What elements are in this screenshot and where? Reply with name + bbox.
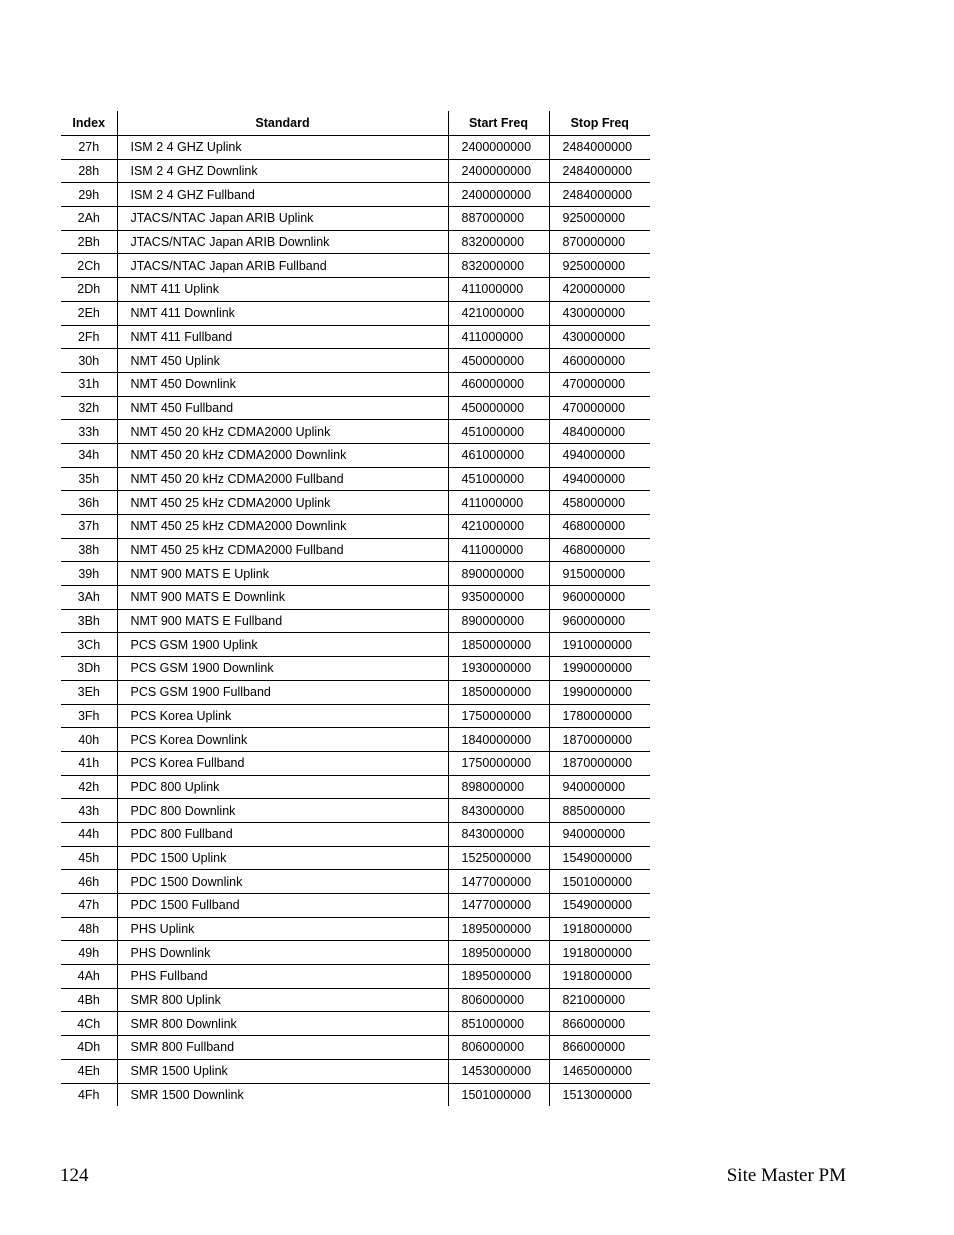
cell-stop-freq: 494000000: [549, 443, 650, 467]
cell-stop-freq: 866000000: [549, 1036, 650, 1060]
table-row: [61, 680, 650, 704]
cell-standard: PDC 1500 Uplink: [117, 846, 448, 870]
table-row: [61, 230, 650, 254]
table-row: [61, 325, 650, 349]
table-row: [61, 941, 650, 965]
cell-start-freq: 1501000000: [448, 1083, 549, 1106]
cell-standard: NMT 900 MATS E Uplink: [117, 562, 448, 586]
cell-standard: PDC 800 Fullband: [117, 822, 448, 846]
cell-stop-freq: 1870000000: [549, 728, 650, 752]
cell-index: 28h: [61, 159, 117, 183]
cell-standard: NMT 411 Uplink: [117, 278, 448, 302]
cell-start-freq: 832000000: [448, 230, 549, 254]
cell-stop-freq: 885000000: [549, 799, 650, 823]
cell-start-freq: 411000000: [448, 325, 549, 349]
cell-standard: NMT 450 20 kHz CDMA2000 Fullband: [117, 467, 448, 491]
cell-standard: PDC 1500 Downlink: [117, 870, 448, 894]
cell-stop-freq: 866000000: [549, 1012, 650, 1036]
table-row: [61, 136, 650, 160]
cell-start-freq: 1850000000: [448, 680, 549, 704]
cell-stop-freq: 468000000: [549, 515, 650, 539]
cell-stop-freq: 430000000: [549, 325, 650, 349]
cell-start-freq: 887000000: [448, 207, 549, 231]
cell-standard: NMT 450 Downlink: [117, 372, 448, 396]
cell-index: 36h: [61, 491, 117, 515]
cell-start-freq: 806000000: [448, 1036, 549, 1060]
table-row: [61, 609, 650, 633]
cell-index: 2Dh: [61, 278, 117, 302]
cell-stop-freq: 1501000000: [549, 870, 650, 894]
table-row: [61, 799, 650, 823]
table-row: [61, 562, 650, 586]
cell-index: 37h: [61, 515, 117, 539]
cell-standard: JTACS/NTAC Japan ARIB Downlink: [117, 230, 448, 254]
cell-start-freq: 421000000: [448, 301, 549, 325]
cell-standard: PCS GSM 1900 Fullband: [117, 680, 448, 704]
cell-start-freq: 460000000: [448, 372, 549, 396]
cell-index: 43h: [61, 799, 117, 823]
cell-start-freq: 451000000: [448, 420, 549, 444]
cell-stop-freq: 1780000000: [549, 704, 650, 728]
table-row: [61, 988, 650, 1012]
cell-standard: NMT 450 Uplink: [117, 349, 448, 373]
cell-start-freq: 843000000: [448, 822, 549, 846]
cell-start-freq: 1525000000: [448, 846, 549, 870]
cell-start-freq: 461000000: [448, 443, 549, 467]
cell-standard: JTACS/NTAC Japan ARIB Uplink: [117, 207, 448, 231]
table-row: [61, 396, 650, 420]
table-row: [61, 183, 650, 207]
cell-standard: ISM 2 4 GHZ Uplink: [117, 136, 448, 160]
table-row: [61, 467, 650, 491]
cell-index: 4Ah: [61, 965, 117, 989]
cell-index: 2Ch: [61, 254, 117, 278]
cell-start-freq: 450000000: [448, 349, 549, 373]
cell-index: 32h: [61, 396, 117, 420]
cell-stop-freq: 870000000: [549, 230, 650, 254]
cell-index: 2Eh: [61, 301, 117, 325]
table-row: [61, 586, 650, 610]
cell-start-freq: 843000000: [448, 799, 549, 823]
cell-standard: SMR 800 Downlink: [117, 1012, 448, 1036]
table-row: [61, 1012, 650, 1036]
cell-standard: NMT 450 Fullband: [117, 396, 448, 420]
cell-start-freq: 1895000000: [448, 917, 549, 941]
cell-standard: PCS Korea Fullband: [117, 751, 448, 775]
cell-index: 30h: [61, 349, 117, 373]
cell-standard: NMT 411 Downlink: [117, 301, 448, 325]
cell-standard: PDC 1500 Fullband: [117, 894, 448, 918]
cell-stop-freq: 1549000000: [549, 846, 650, 870]
cell-start-freq: 1850000000: [448, 633, 549, 657]
cell-index: 39h: [61, 562, 117, 586]
table-row: [61, 515, 650, 539]
table-row: [61, 846, 650, 870]
cell-stop-freq: 1549000000: [549, 894, 650, 918]
cell-start-freq: 890000000: [448, 562, 549, 586]
cell-stop-freq: 2484000000: [549, 159, 650, 183]
page-number: 124: [60, 1165, 89, 1186]
table-header-row: [61, 111, 650, 136]
table-row: [61, 159, 650, 183]
cell-index: 4Fh: [77, 1087, 100, 1102]
table-row: [61, 894, 650, 918]
header-start-freq: Start Freq: [448, 111, 549, 136]
cell-index: 3Ch: [61, 633, 117, 657]
cell-start-freq: 421000000: [448, 515, 549, 539]
cell-start-freq: 1930000000: [448, 657, 549, 681]
cell-start-freq: 1750000000: [448, 751, 549, 775]
table-row: [61, 538, 650, 562]
table-row: [61, 207, 650, 231]
cell-stop-freq: 460000000: [549, 349, 650, 373]
table-row: [61, 965, 650, 989]
cell-standard: PCS Korea Uplink: [117, 704, 448, 728]
table-row: [61, 1059, 650, 1083]
cell-start-freq: 1750000000: [448, 704, 549, 728]
header-standard: Standard: [117, 111, 448, 136]
cell-stop-freq: 1918000000: [549, 965, 650, 989]
cell-stop-freq: 484000000: [549, 420, 650, 444]
cell-standard: PHS Downlink: [117, 941, 448, 965]
cell-stop-freq: 960000000: [549, 609, 650, 633]
cell-standard: NMT 450 25 kHz CDMA2000 Fullband: [117, 538, 448, 562]
cell-stop-freq: 1910000000: [549, 633, 650, 657]
cell-start-freq: 851000000: [448, 1012, 549, 1036]
cell-stop-freq: 960000000: [549, 586, 650, 610]
cell-index: 4Eh: [61, 1059, 117, 1083]
cell-standard: SMR 1500 Downlink: [117, 1083, 448, 1106]
cell-stop-freq: 468000000: [549, 538, 650, 562]
table-row: [61, 278, 650, 302]
table-row: [61, 633, 650, 657]
table-row: [61, 1083, 650, 1106]
cell-stop-freq: 925000000: [549, 254, 650, 278]
cell-index: 48h: [61, 917, 117, 941]
cell-index: 41h: [61, 751, 117, 775]
cell-start-freq: 1895000000: [448, 941, 549, 965]
cell-index: 2Bh: [61, 230, 117, 254]
table-row: [61, 751, 650, 775]
cell-index: 33h: [61, 420, 117, 444]
cell-standard: NMT 411 Fullband: [117, 325, 448, 349]
table-row: [61, 728, 650, 752]
cell-index: 46h: [61, 870, 117, 894]
table-row: [61, 420, 650, 444]
cell-index: 27h: [61, 136, 117, 160]
cell-index: 44h: [61, 822, 117, 846]
cell-start-freq: 1453000000: [448, 1059, 549, 1083]
header-stop-freq: Stop Freq: [549, 111, 650, 136]
cell-index: 3Eh: [61, 680, 117, 704]
cell-start-freq: 2400000000: [448, 183, 549, 207]
table-row: [61, 372, 650, 396]
table-row: [61, 657, 650, 681]
cell-stop-freq: 915000000: [549, 562, 650, 586]
table-row: [61, 349, 650, 373]
cell-standard: PHS Fullband: [117, 965, 448, 989]
cell-standard: JTACS/NTAC Japan ARIB Fullband: [117, 254, 448, 278]
cell-stop-freq: 2484000000: [549, 183, 650, 207]
cell-stop-freq: 1918000000: [549, 941, 650, 965]
cell-start-freq: 411000000: [448, 278, 549, 302]
cell-index: 45h: [61, 846, 117, 870]
cell-standard: NMT 900 MATS E Downlink: [117, 586, 448, 610]
table-row: [61, 704, 650, 728]
cell-stop-freq: 470000000: [549, 396, 650, 420]
cell-standard: NMT 450 20 kHz CDMA2000 Uplink: [117, 420, 448, 444]
cell-standard: SMR 800 Uplink: [117, 988, 448, 1012]
cell-index: 2Ah: [61, 207, 117, 231]
cell-index: 4Ch: [61, 1012, 117, 1036]
cell-standard: PCS Korea Downlink: [117, 728, 448, 752]
cell-stop-freq: 470000000: [549, 372, 650, 396]
cell-start-freq: 890000000: [448, 609, 549, 633]
cell-index: 3Bh: [61, 609, 117, 633]
cell-start-freq: 2400000000: [448, 159, 549, 183]
cell-stop-freq: 940000000: [549, 775, 650, 799]
table-row: [61, 1036, 650, 1060]
document-title: Site Master PM: [726, 1165, 846, 1186]
table-row: [61, 443, 650, 467]
cell-start-freq: 411000000: [448, 491, 549, 515]
cell-start-freq: 935000000: [448, 586, 549, 610]
table-row: [61, 822, 650, 846]
cell-stop-freq: 1465000000: [549, 1059, 650, 1083]
cell-standard: ISM 2 4 GHZ Fullband: [117, 183, 448, 207]
cell-start-freq: 451000000: [448, 467, 549, 491]
cell-start-freq: 1477000000: [448, 870, 549, 894]
table-row: [61, 775, 650, 799]
table-body: [61, 136, 650, 1107]
cell-stop-freq: 1990000000: [549, 657, 650, 681]
table-row: [61, 301, 650, 325]
cell-index: 3Ah: [61, 586, 117, 610]
table-row: [61, 491, 650, 515]
cell-start-freq: 898000000: [448, 775, 549, 799]
cell-index: 29h: [61, 183, 117, 207]
cell-start-freq: 1477000000: [448, 894, 549, 918]
cell-standard: PCS GSM 1900 Uplink: [117, 633, 448, 657]
cell-stop-freq: 925000000: [549, 207, 650, 231]
table-row: [61, 870, 650, 894]
cell-index: 4Dh: [61, 1036, 117, 1060]
cell-start-freq: 806000000: [448, 988, 549, 1012]
cell-start-freq: 450000000: [448, 396, 549, 420]
cell-stop-freq: 1513000000: [549, 1083, 650, 1106]
cell-index: 3Fh: [61, 704, 117, 728]
cell-index: 34h: [61, 443, 117, 467]
cell-stop-freq: 1990000000: [549, 680, 650, 704]
cell-start-freq: 1840000000: [448, 728, 549, 752]
cell-start-freq: 1895000000: [448, 965, 549, 989]
cell-stop-freq: 494000000: [549, 467, 650, 491]
cell-standard: ISM 2 4 GHZ Downlink: [117, 159, 448, 183]
cell-index: 40h: [61, 728, 117, 752]
cell-start-freq: 2400000000: [448, 136, 549, 160]
cell-index: 42h: [61, 775, 117, 799]
header-index: Index: [61, 111, 117, 136]
cell-stop-freq: 940000000: [549, 822, 650, 846]
cell-stop-freq: 458000000: [549, 491, 650, 515]
cell-standard: PCS GSM 1900 Downlink: [117, 657, 448, 681]
cell-standard: PDC 800 Downlink: [117, 799, 448, 823]
cell-index: 49h: [61, 941, 117, 965]
cell-standard: SMR 1500 Uplink: [117, 1059, 448, 1083]
cell-stop-freq: 1870000000: [549, 751, 650, 775]
cell-standard: PHS Uplink: [117, 917, 448, 941]
cell-index: 31h: [61, 372, 117, 396]
cell-index: 2Fh: [61, 325, 117, 349]
cell-standard: NMT 450 20 kHz CDMA2000 Downlink: [117, 443, 448, 467]
cell-index: 4Bh: [61, 988, 117, 1012]
cell-start-freq: 411000000: [448, 538, 549, 562]
cell-standard: SMR 800 Fullband: [117, 1036, 448, 1060]
cell-standard: NMT 900 MATS E Fullband: [117, 609, 448, 633]
table-row: [61, 254, 650, 278]
cell-standard: NMT 450 25 kHz CDMA2000 Uplink: [117, 491, 448, 515]
cell-index: 35h: [61, 467, 117, 491]
cell-standard: NMT 450 25 kHz CDMA2000 Downlink: [117, 515, 448, 539]
table-row: [61, 917, 650, 941]
cell-index: 3Dh: [61, 657, 117, 681]
cell-index: 47h: [61, 894, 117, 918]
cell-stop-freq: 2484000000: [549, 136, 650, 160]
cell-stop-freq: 430000000: [549, 301, 650, 325]
cell-index: 38h: [61, 538, 117, 562]
cell-standard: PDC 800 Uplink: [117, 775, 448, 799]
cell-stop-freq: 1918000000: [549, 917, 650, 941]
cell-start-freq: 832000000: [448, 254, 549, 278]
frequency-table: [61, 111, 650, 1106]
cell-stop-freq: 420000000: [549, 278, 650, 302]
cell-stop-freq: 821000000: [549, 988, 650, 1012]
